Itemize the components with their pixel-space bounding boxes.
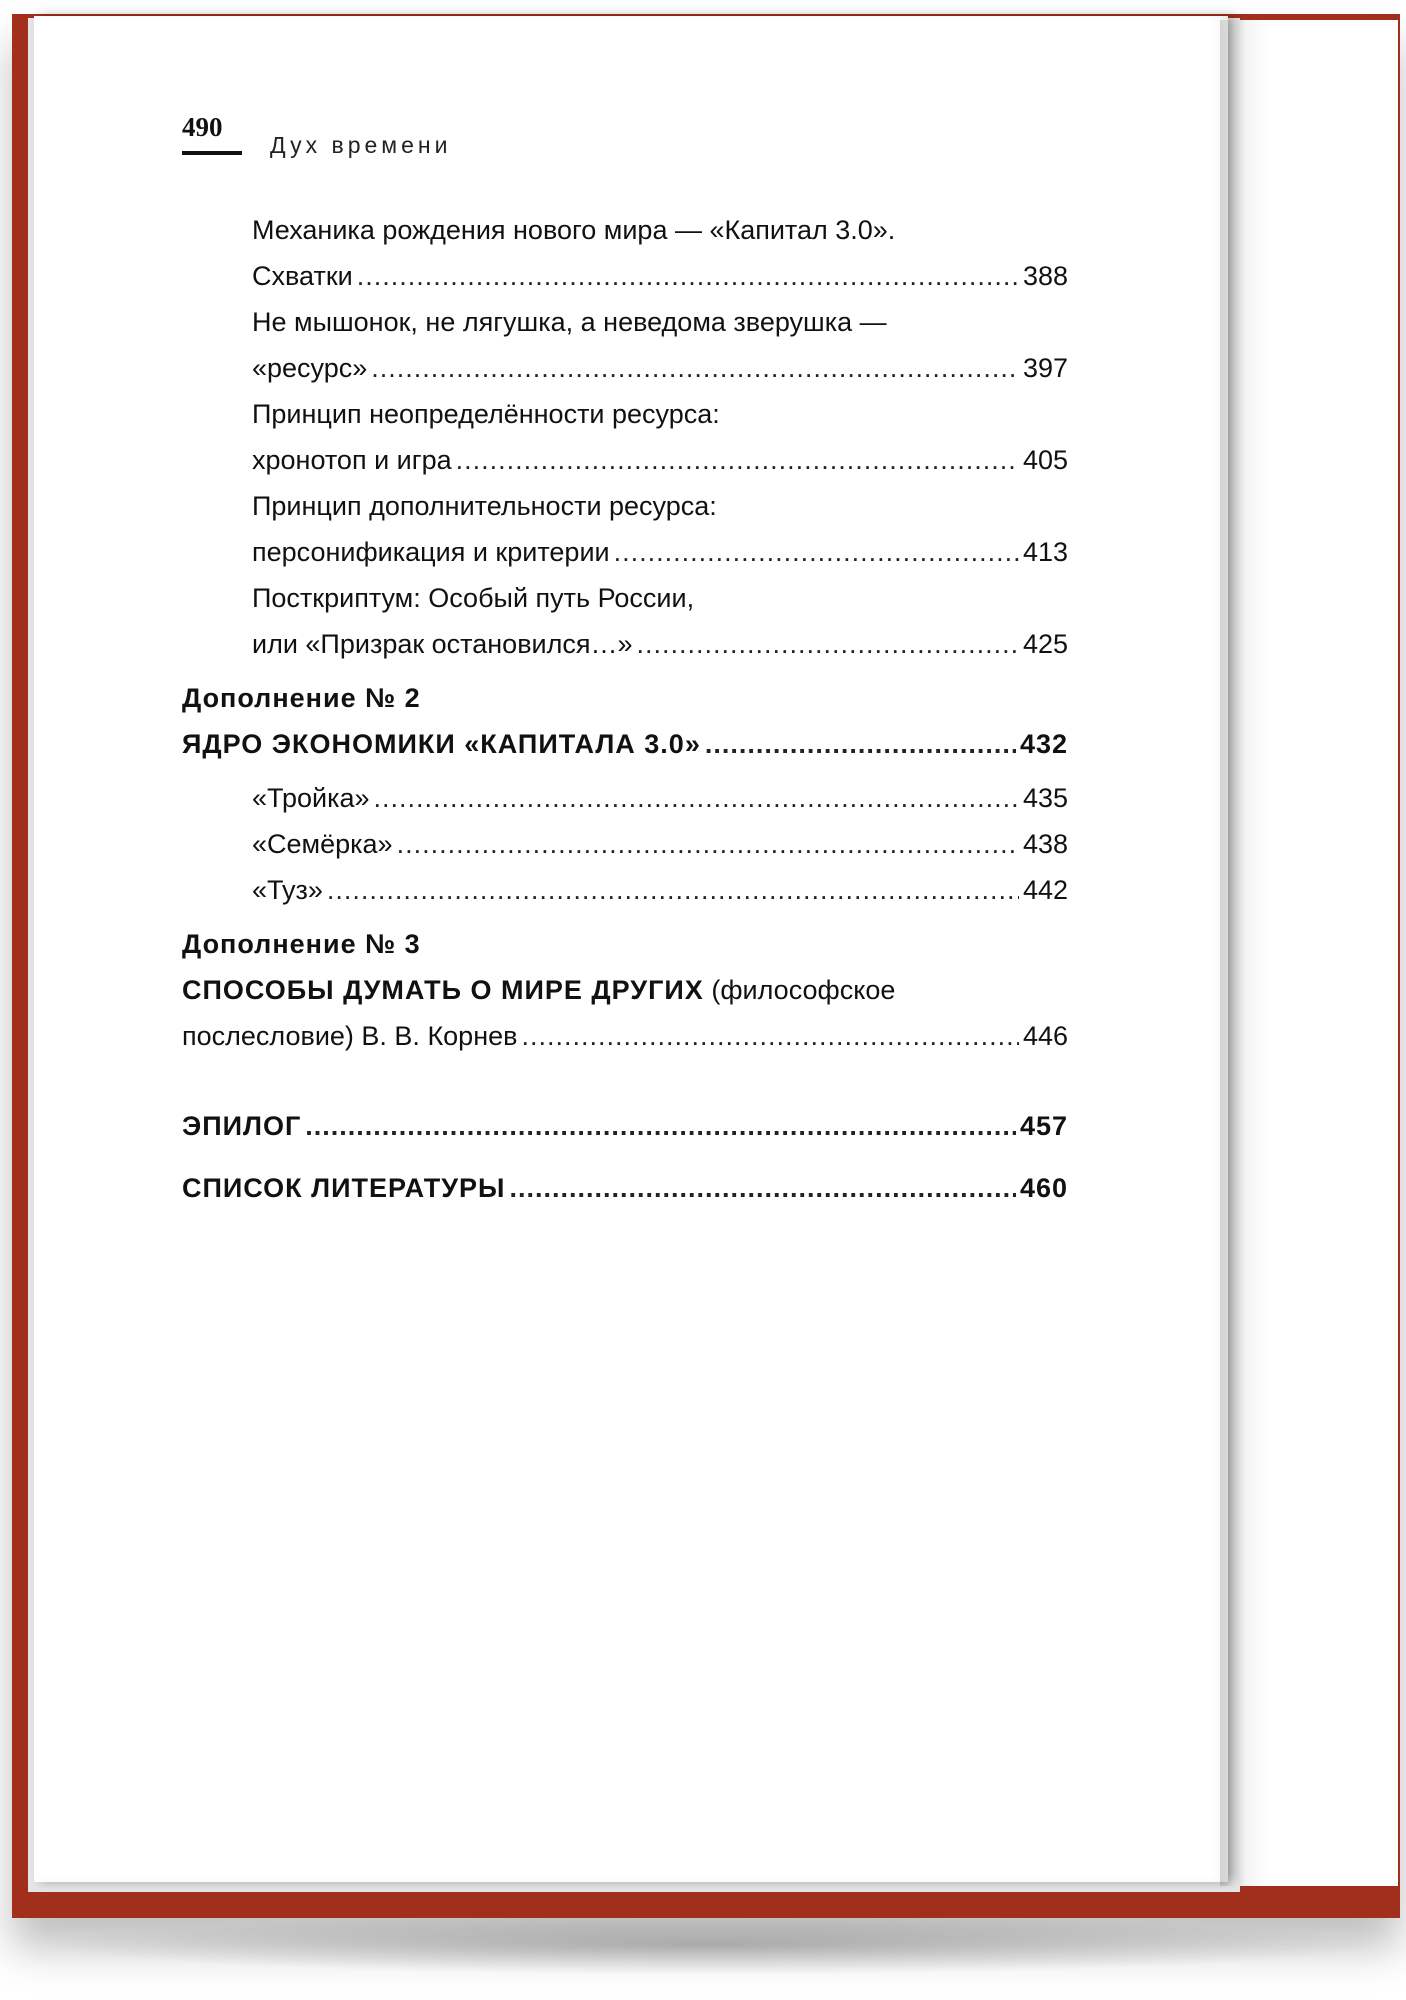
toc-entry-title: ЯДРО ЭКОНОМИКИ «КАПИТАЛА 3.0» bbox=[182, 729, 701, 759]
toc-entry[interactable] bbox=[182, 529, 1068, 575]
dot-leader bbox=[374, 775, 1019, 821]
bibliography-entry[interactable] bbox=[182, 1165, 1068, 1211]
right-page bbox=[1228, 20, 1398, 1886]
toc-entry-line1: Принцип неопределённости ресурса: bbox=[252, 399, 720, 429]
toc-page-number: 446 bbox=[1022, 1021, 1068, 1051]
toc-entry-title: «Семёрка» bbox=[252, 829, 393, 859]
toc-entry-title: «Туз» bbox=[252, 875, 323, 905]
epilogue-entry[interactable] bbox=[182, 1103, 1068, 1149]
toc-entry-line1: Принцип дополнительности ресурса: bbox=[252, 491, 717, 521]
toc-entry[interactable] bbox=[182, 345, 1068, 391]
toc-entry-title: «ресурс» bbox=[252, 353, 368, 383]
toc-page-number: 432 bbox=[1019, 729, 1068, 759]
appendix3-subtitle: (философское bbox=[711, 975, 896, 1005]
appendix2-label: Дополнение № 2 bbox=[182, 683, 421, 713]
dot-leader bbox=[637, 621, 1019, 667]
toc-entry[interactable] bbox=[182, 621, 1068, 667]
toc-entry-title: или «Призрак остановился…» bbox=[252, 629, 633, 659]
appendix3-title-line bbox=[182, 967, 1068, 1013]
appendix3-title: СПОСОБЫ ДУМАТЬ О МИРЕ ДРУГИХ bbox=[182, 975, 704, 1005]
dot-leader bbox=[456, 437, 1019, 483]
toc-entry-line1: Посткриптум: Особый путь России, bbox=[252, 583, 695, 613]
toc-entry[interactable] bbox=[182, 775, 1068, 821]
toc-entry-line1: Механика рождения нового мира — «Капитал 3.0». bbox=[252, 215, 896, 245]
toc-page-number: 457 bbox=[1019, 1111, 1068, 1141]
toc-page-number: 397 bbox=[1022, 353, 1068, 383]
toc-page-number: 413 bbox=[1022, 537, 1068, 567]
running-title: Дух времени bbox=[270, 132, 452, 158]
toc-entry-title: Схватки bbox=[252, 261, 353, 291]
toc-entry-title: персонификация и критерии bbox=[252, 537, 610, 567]
toc-page-number: 442 bbox=[1022, 875, 1068, 905]
toc-page-number: 425 bbox=[1022, 629, 1068, 659]
table-of-contents bbox=[182, 207, 1068, 1211]
toc-entry-title: «Тройка» bbox=[252, 783, 370, 813]
appendix3-entry[interactable] bbox=[182, 1013, 1068, 1059]
toc-entry-title: хронотоп и игра bbox=[252, 445, 452, 475]
page-number: 490 bbox=[182, 112, 242, 155]
toc-entry-title: СПИСОК ЛИТЕРАТУРЫ bbox=[182, 1173, 506, 1203]
dot-leader bbox=[357, 253, 1019, 299]
dot-leader bbox=[521, 1013, 1018, 1059]
appendix2-entry[interactable] bbox=[182, 721, 1068, 767]
appendix3-label: Дополнение № 3 bbox=[182, 929, 421, 959]
toc-page-number: 460 bbox=[1019, 1173, 1068, 1203]
toc-entry[interactable] bbox=[182, 437, 1068, 483]
toc-entry[interactable] bbox=[182, 867, 1068, 913]
toc-entry-title: ЭПИЛОГ bbox=[182, 1111, 302, 1141]
dot-leader bbox=[397, 821, 1019, 867]
toc-entry[interactable] bbox=[182, 253, 1068, 299]
dot-leader bbox=[614, 529, 1019, 575]
toc-entry-line1: Не мышонок, не лягушка, а неведома зверушка — bbox=[252, 307, 887, 337]
dot-leader bbox=[510, 1165, 1016, 1211]
toc-entry-title: послесловие) В. В. Корнев bbox=[182, 1021, 518, 1051]
book-floor-shadow bbox=[40, 1915, 1380, 1975]
toc-entry[interactable] bbox=[182, 821, 1068, 867]
dot-leader bbox=[371, 345, 1019, 391]
toc-page-number: 405 bbox=[1022, 445, 1068, 475]
dot-leader bbox=[327, 867, 1019, 913]
toc-page-number: 388 bbox=[1022, 261, 1068, 291]
toc-page-number: 435 bbox=[1022, 783, 1068, 813]
toc-page-number: 438 bbox=[1022, 829, 1068, 859]
page-gutter bbox=[1220, 20, 1234, 1886]
dot-leader bbox=[705, 721, 1016, 767]
dot-leader bbox=[305, 1103, 1016, 1149]
